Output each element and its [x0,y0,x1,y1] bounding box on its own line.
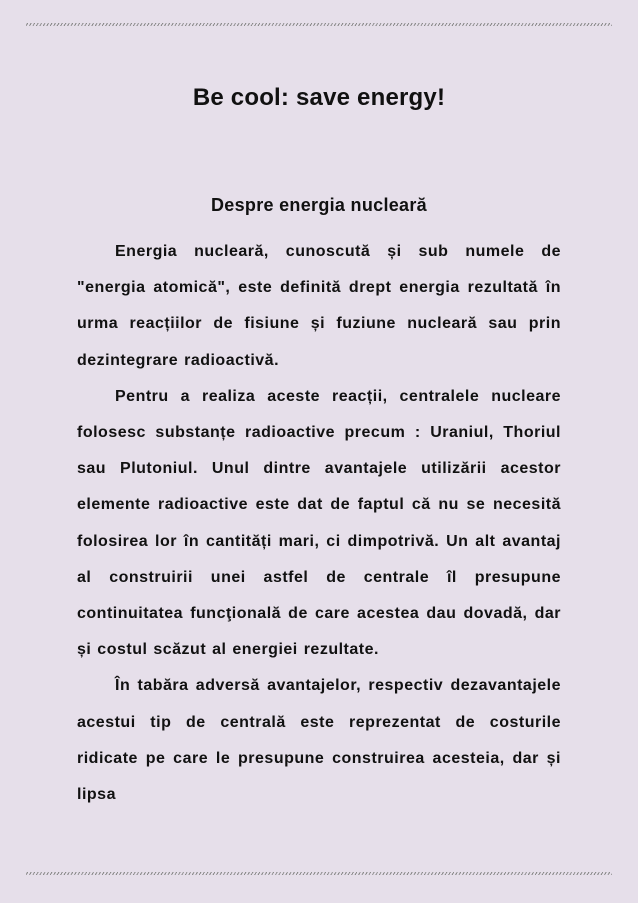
paragraph-1: Energia nucleară, cunoscută și sub numele de "energia atomică", este definită drept energia rezultată în urma reacțiilor de fisiune și fuziune nucleară sau prin dezintegrare radioactivă. [77,243,561,369]
document-body [77,192,561,813]
page-title [0,84,638,112]
bottom-decorative-border [26,872,612,875]
paragraph-2: Pentru a realiza aceste reacții, centralele nucleare folosesc substanțe radioactive precum : Uraniul, Thoriul sau Plutoniul. Unul dintre avantajele utilizării acestor elemente radioactive este dat de faptul că nu se necesită folosirea lor în cantități mari, ci dimpotrivă. Un alt avantaj al construirii unei astfel de centrale îl presupune continuitatea funcţională de care acestea dau dovadă, dar și costul scăzut al energiei rezultate. [77,387,561,659]
paragraph-3: În tabăra adversă avantajelor, respectiv dezavantajele acestui tip de centrală este reprezentat de costurile ridicate pe care le presupune construirea acesteia, dar și lipsa [77,677,561,804]
section-heading: Despre energia nucleară [210,195,427,215]
page-title-text: Be cool: save energy! [192,84,446,111]
top-decorative-border [26,23,612,26]
